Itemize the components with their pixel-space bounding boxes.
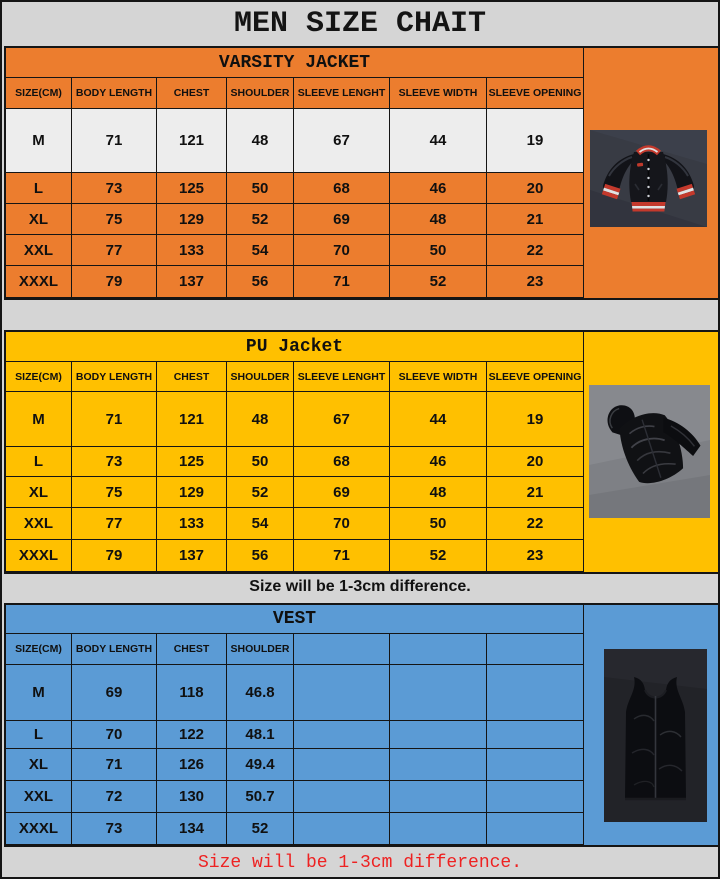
table-cell: 71 [294, 540, 390, 572]
table-cell: 48 [390, 204, 487, 235]
table-cell: 50 [390, 235, 487, 266]
table-cell: 121 [157, 392, 227, 447]
table-cell: 75 [72, 477, 157, 508]
header-cell: BODY LENGTH [72, 634, 157, 665]
table-cell: 72 [72, 781, 157, 813]
vest-table-title: VEST [6, 605, 584, 634]
header-cell: SLEEVE OPENING [487, 362, 584, 392]
table-cell: 52 [390, 266, 487, 298]
vest-size-note: Size will be 1-3cm difference. [197, 852, 523, 873]
table-cell: 133 [157, 508, 227, 540]
table-cell: 79 [72, 540, 157, 572]
table-cell: 19 [487, 392, 584, 447]
table-cell: 125 [157, 447, 227, 477]
table-cell: 54 [227, 508, 294, 540]
table-cell [487, 781, 584, 813]
header-cell: BODY LENGTH [72, 362, 157, 392]
table-cell: 56 [227, 266, 294, 298]
varsity-jacket-photo [590, 130, 707, 227]
size-cell: M [6, 392, 72, 447]
header-cell: CHEST [157, 634, 227, 665]
table-cell [487, 813, 584, 845]
table-cell: 22 [487, 235, 584, 266]
table-cell: 126 [157, 749, 227, 781]
table-cell: 118 [157, 665, 227, 721]
header-cell: SHOULDER [227, 634, 294, 665]
table-cell: 20 [487, 173, 584, 204]
table-cell: 77 [72, 235, 157, 266]
table-cell: 71 [72, 392, 157, 447]
table-cell: 54 [227, 235, 294, 266]
table-cell: 70 [294, 508, 390, 540]
header-cell: SHOULDER [227, 362, 294, 392]
header-cell [294, 634, 390, 665]
table-cell: 137 [157, 540, 227, 572]
header-cell: SIZE(CM) [6, 634, 72, 665]
table-cell [390, 781, 487, 813]
table-cell: 50 [227, 447, 294, 477]
table-cell: 69 [294, 204, 390, 235]
table-cell: 52 [227, 813, 294, 845]
table-cell: 48 [227, 109, 294, 173]
table-cell: 19 [487, 109, 584, 173]
table-cell: 134 [157, 813, 227, 845]
table-cell: 129 [157, 477, 227, 508]
header-cell: SIZE(CM) [6, 362, 72, 392]
size-cell: L [6, 721, 72, 749]
vest-photo [604, 649, 707, 822]
header-cell: SHOULDER [227, 78, 294, 109]
header-cell: SIZE(CM) [6, 78, 72, 109]
table-cell: 48 [227, 392, 294, 447]
table-cell [390, 813, 487, 845]
table-cell: 52 [227, 204, 294, 235]
pu-table-title: PU Jacket [6, 332, 584, 362]
table-cell: 46 [390, 173, 487, 204]
header-cell: SLEEVE LENGHT [294, 362, 390, 392]
header-cell [390, 634, 487, 665]
table-cell: 73 [72, 813, 157, 845]
table-cell: 133 [157, 235, 227, 266]
size-cell: XXXL [6, 813, 72, 845]
table-cell: 129 [157, 204, 227, 235]
table-cell [487, 665, 584, 721]
size-cell: XXXL [6, 540, 72, 572]
table-cell: 21 [487, 204, 584, 235]
table-cell: 68 [294, 173, 390, 204]
table-cell [294, 781, 390, 813]
table-cell [487, 749, 584, 781]
header-cell [487, 634, 584, 665]
table-cell: 21 [487, 477, 584, 508]
size-cell: XL [6, 477, 72, 508]
table-cell: 67 [294, 392, 390, 447]
table-cell: 44 [390, 392, 487, 447]
size-cell: XXL [6, 508, 72, 540]
table-cell: 69 [72, 665, 157, 721]
table-cell: 121 [157, 109, 227, 173]
table-cell: 48.1 [227, 721, 294, 749]
pu-size-note: Size will be 1-3cm difference. [249, 578, 471, 595]
size-cell: XXL [6, 781, 72, 813]
table-cell: 50 [390, 508, 487, 540]
size-cell: XL [6, 204, 72, 235]
table-cell: 122 [157, 721, 227, 749]
header-cell: SLEEVE WIDTH [390, 362, 487, 392]
table-cell: 125 [157, 173, 227, 204]
table-cell: 73 [72, 173, 157, 204]
header-cell: SLEEVE LENGHT [294, 78, 390, 109]
table-cell [390, 749, 487, 781]
table-cell: 79 [72, 266, 157, 298]
table-cell: 71 [72, 749, 157, 781]
size-cell: XXXL [6, 266, 72, 298]
header-cell: SLEEVE WIDTH [390, 78, 487, 109]
varsity-table-title: VARSITY JACKET [6, 48, 584, 78]
table-cell: 46 [390, 447, 487, 477]
table-cell: 52 [390, 540, 487, 572]
table-cell: 73 [72, 447, 157, 477]
size-cell: XL [6, 749, 72, 781]
size-cell: M [6, 109, 72, 173]
table-cell: 70 [294, 235, 390, 266]
table-cell [390, 721, 487, 749]
table-cell: 56 [227, 540, 294, 572]
table-cell: 49.4 [227, 749, 294, 781]
table-cell: 23 [487, 266, 584, 298]
header-cell: BODY LENGTH [72, 78, 157, 109]
table-cell: 75 [72, 204, 157, 235]
table-cell: 52 [227, 477, 294, 508]
table-cell: 48 [390, 477, 487, 508]
table-cell [390, 665, 487, 721]
table-cell: 68 [294, 447, 390, 477]
size-cell: L [6, 447, 72, 477]
table-cell: 20 [487, 447, 584, 477]
table-cell: 50.7 [227, 781, 294, 813]
header-cell: CHEST [157, 78, 227, 109]
page-title: MEN SIZE CHAIT [233, 7, 487, 41]
table-cell [294, 813, 390, 845]
table-cell: 46.8 [227, 665, 294, 721]
table-cell: 69 [294, 477, 390, 508]
table-cell [487, 721, 584, 749]
pu-jacket-photo [589, 385, 710, 518]
header-cell: SLEEVE OPENING [487, 78, 584, 109]
table-cell: 77 [72, 508, 157, 540]
table-cell: 137 [157, 266, 227, 298]
size-cell: L [6, 173, 72, 204]
table-cell [294, 665, 390, 721]
table-cell: 50 [227, 173, 294, 204]
table-cell [294, 721, 390, 749]
table-cell: 23 [487, 540, 584, 572]
table-cell: 70 [72, 721, 157, 749]
table-cell: 71 [294, 266, 390, 298]
table-cell [294, 749, 390, 781]
table-cell: 44 [390, 109, 487, 173]
size-cell: M [6, 665, 72, 721]
table-cell: 71 [72, 109, 157, 173]
table-cell: 67 [294, 109, 390, 173]
table-cell: 22 [487, 508, 584, 540]
size-cell: XXL [6, 235, 72, 266]
header-cell: CHEST [157, 362, 227, 392]
table-cell: 130 [157, 781, 227, 813]
